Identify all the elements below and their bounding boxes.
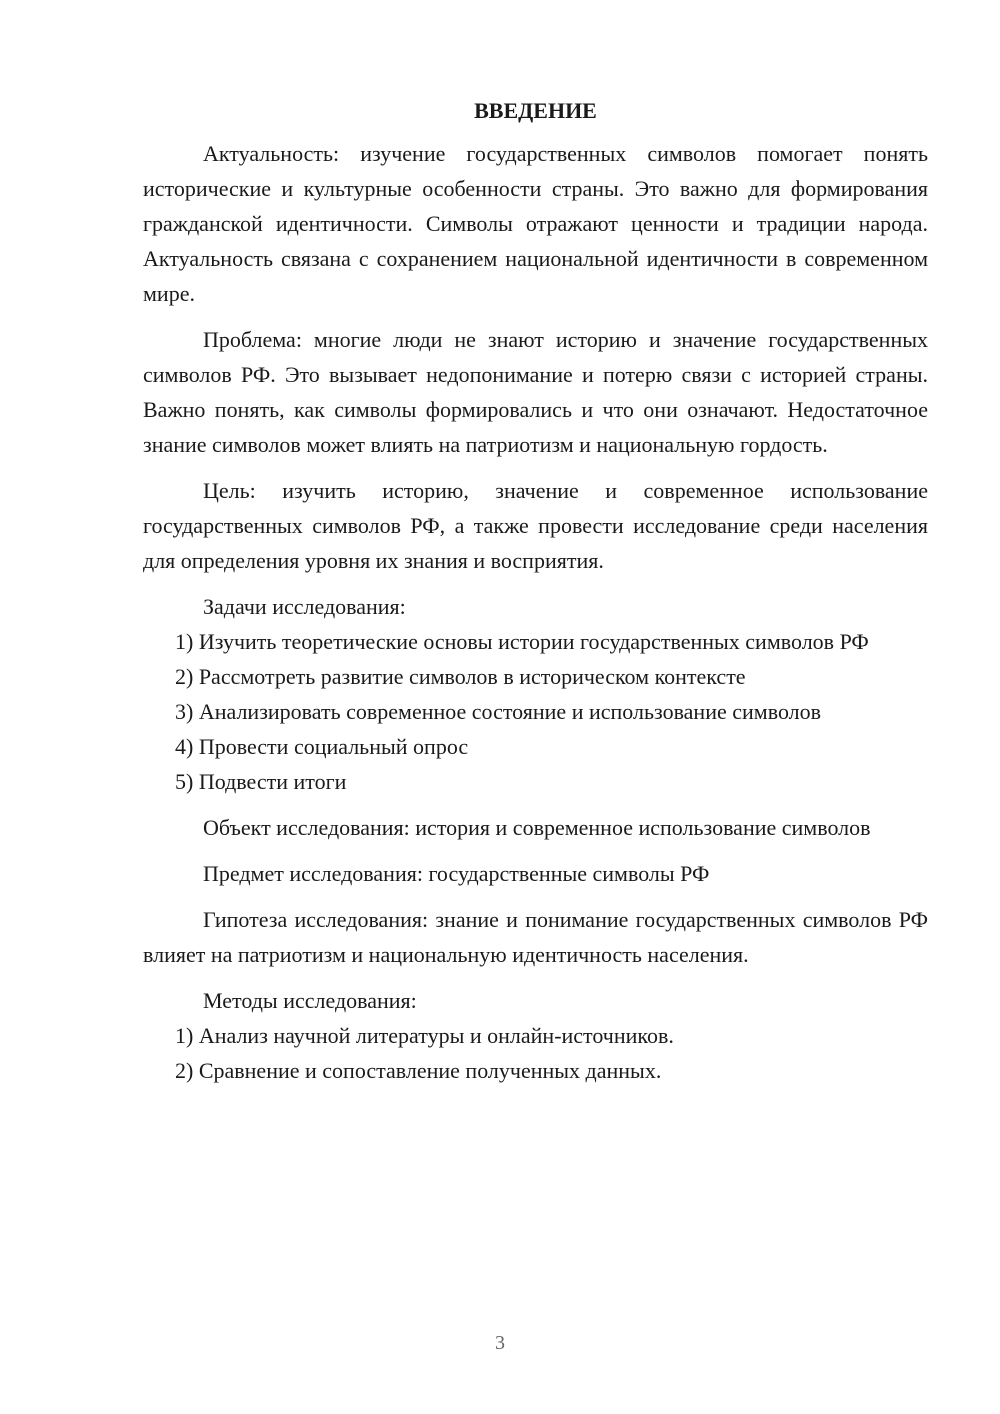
relevance-paragraph: Актуальность: изучение государственных символов помогает понять исторические и культурные особенности страны. Это важно для формирования гражданской идентичности. Символы отражают ценности и традиции народа. Актуальность связана с сохранением национальной идентичности в современном мире. (143, 141, 928, 306)
method-item: 2) Сравнение и сопоставление полученных данных. (175, 1058, 662, 1083)
hypothesis-paragraph: Гипотеза исследования: знание и понимание государственных символов РФ влияет на патриотизм и национальную идентичность населения. (143, 907, 928, 967)
problem-paragraph: Проблема: многие люди не знают историю и значение государственных символов РФ. Это вызывает недопонимание и потерю связи с историей страны. Важно понять, как символы формировались и что они означают. Недостаточное знание символов может влиять на патриотизм и национальную гордость. (143, 327, 928, 457)
task-item: 2) Рассмотреть развитие символов в историческом контексте (175, 664, 746, 689)
method-item: 1) Анализ научной литературы и онлайн-источников. (175, 1023, 674, 1048)
methods-heading: Методы исследования: (203, 988, 417, 1013)
task-item: 1) Изучить теоретические основы истории государственных символов РФ (175, 629, 869, 654)
object-paragraph: Объект исследования: история и современное использование символов (203, 815, 871, 840)
tasks-heading: Задачи исследования: (203, 594, 406, 619)
task-item: 3) Анализировать современное состояние и использование символов (175, 699, 822, 724)
document-body (143, 95, 928, 1088)
task-item: 4) Провести социальный опрос (175, 734, 469, 759)
goal-paragraph: Цель: изучить историю, значение и современное использование государственных символов РФ, а также провести исследование среди населения для определения уровня их знания и восприятия. (143, 478, 928, 573)
subject-paragraph: Предмет исследования: государственные символы РФ (203, 861, 710, 886)
section-title: ВВЕДЕНИЕ (474, 98, 597, 123)
task-item: 5) Подвести итоги (175, 769, 347, 794)
page-number: 3 (495, 1332, 505, 1354)
